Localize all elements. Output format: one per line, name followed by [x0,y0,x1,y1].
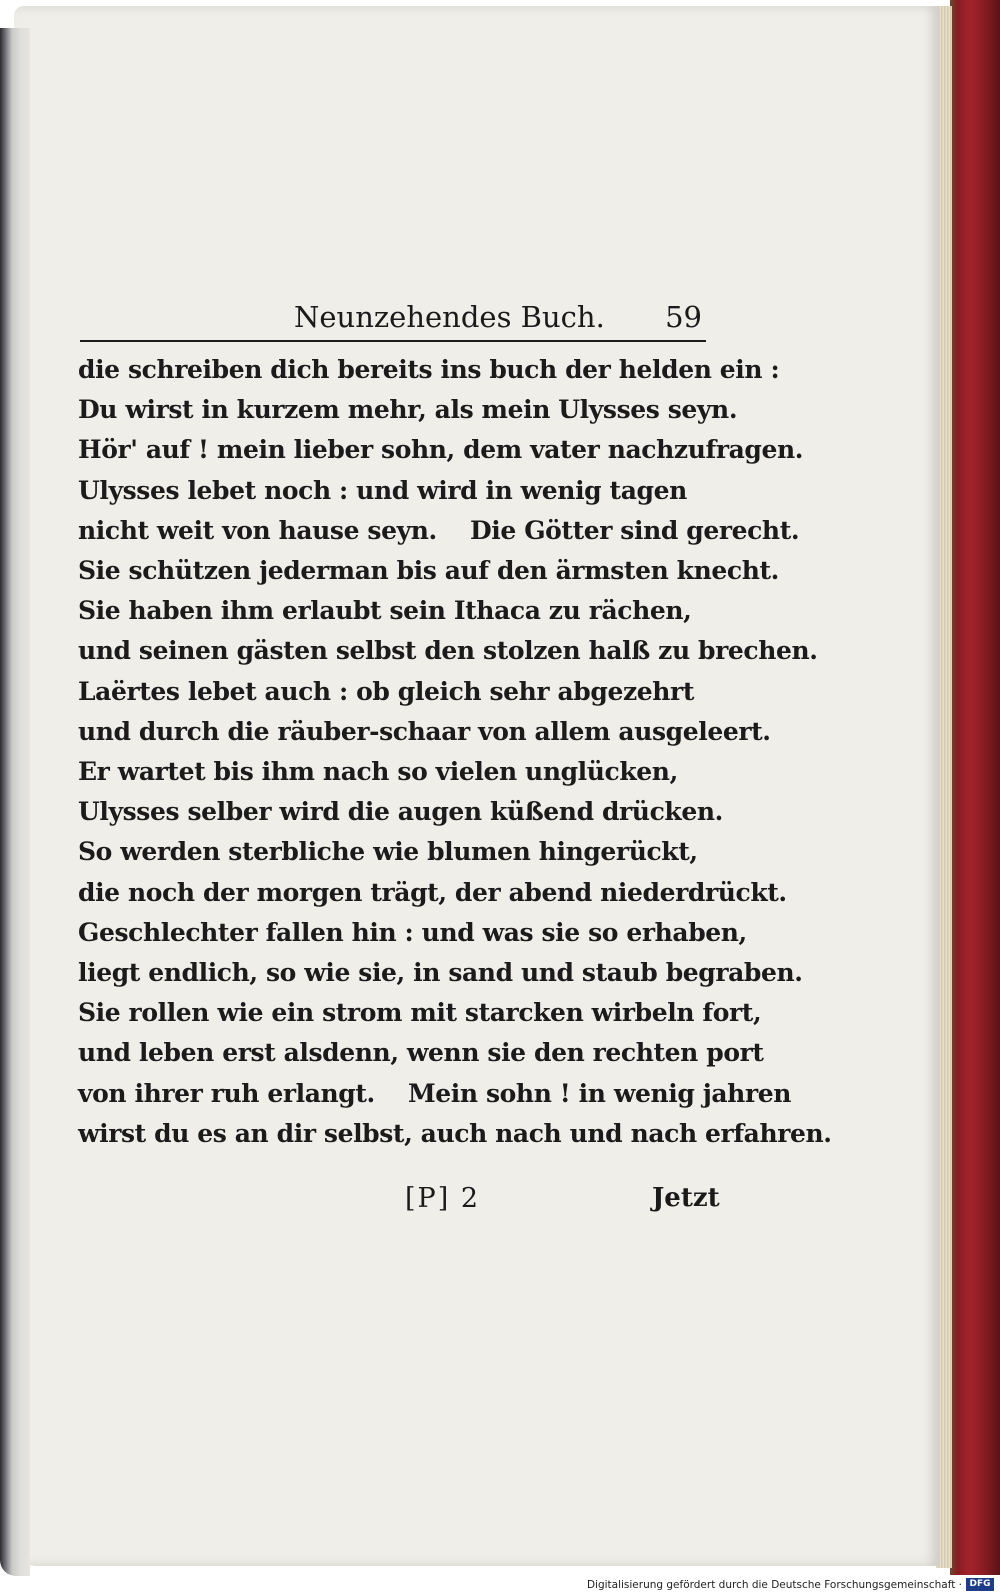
verse-line: Laërtes lebet auch : ob gleich sehr abgezehrt [78,676,694,706]
verse-line: Hör' auf ! mein lieber sohn, dem vater nachzufragen. [78,435,804,465]
verse-line: und leben erst alsdenn, wenn sie den rechten port [78,1038,764,1068]
digitization-credit: Digitalisierung gefördert durch die Deutsche Forschungsgemeinschaft · [586,1579,962,1591]
book-cover-edge [950,0,1000,1575]
facing-page-curl [0,28,30,1576]
catchword: Jetzt [652,1183,720,1213]
running-header [80,296,706,342]
signature-mark: [P] 2 [405,1183,480,1214]
verse-line: die noch der morgen trägt, der abend niederdrückt. [78,877,787,907]
verse-line: nicht weit von hause seyn. Die Götter sind gerecht. [78,515,800,545]
verse-line: und seinen gästen selbst den stolzen halß zu brechen. [78,636,818,666]
verse-line: Geschlechter fallen hin : und was sie so erhaben, [78,917,747,947]
verse-line: Du wirst in kurzem mehr, als mein Ulysses seyn. [78,395,738,425]
verse-line: von ihrer ruh erlangt. Mein sohn ! in wenig jahren [78,1078,792,1108]
verse-line: Sie rollen wie ein strom mit starcken wirbeln fort, [78,998,762,1028]
verse-line: Ulysses lebet noch : und wird in wenig tagen [78,475,687,505]
page-number: 59 [665,300,702,334]
running-title: Neunzehendes Buch. [294,300,605,334]
verse-line: Sie schützen jederman bis auf den ärmsten knecht. [78,556,779,586]
verse-line: wirst du es an dir selbst, auch nach und nach erfahren. [78,1118,832,1148]
verse-line: liegt endlich, so wie sie, in sand und staub begraben. [78,958,803,988]
verse-line: So werden sterbliche wie blumen hingerückt, [78,837,698,867]
verse-line: Sie haben ihm erlaubt sein Ithaca zu rächen, [78,596,692,626]
dfg-logo: DFG [966,1578,994,1591]
verse-line: Er wartet bis ihm nach so vielen unglücken, [78,757,678,787]
verse-text [78,350,832,1154]
verse-line: Ulysses selber wird die augen küßend drücken. [78,797,723,827]
verse-line: und durch die räuber-schaar von allem ausgeleert. [78,716,771,746]
verse-line: die schreiben dich bereits ins buch der helden ein : [78,355,780,384]
